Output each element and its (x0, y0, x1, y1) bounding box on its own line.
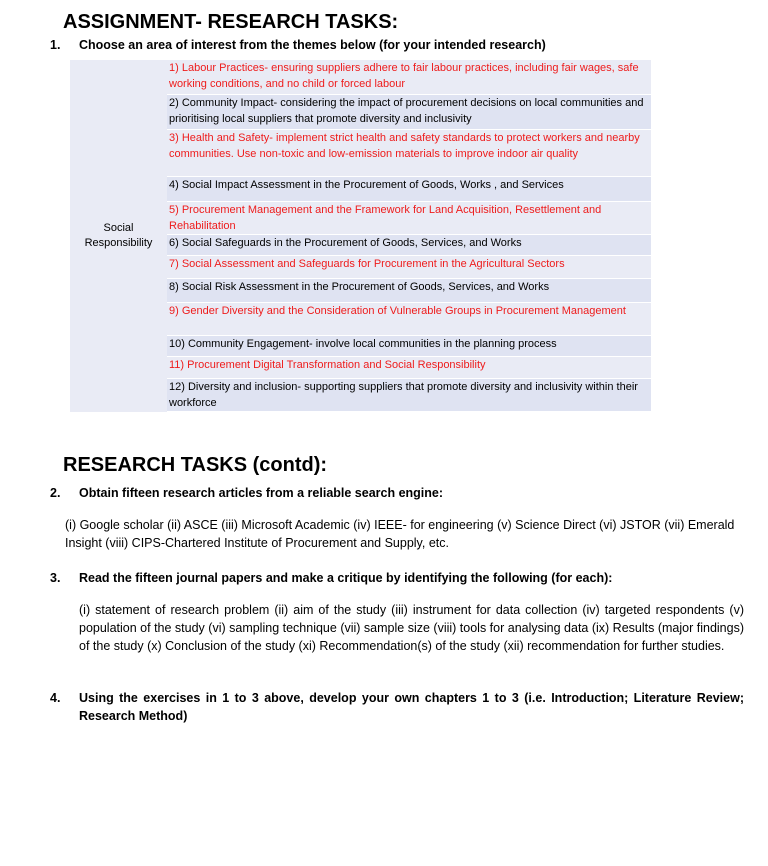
category-label: Social Responsibility (84, 222, 153, 249)
task-1-text: Choose an area of interest from the themes below (for your intended research) (79, 38, 546, 52)
theme-item-10: 10) Community Engagement- involve local communities in the planning process (167, 336, 651, 357)
task-2-detail: (i) Google scholar (ii) ASCE (iii) Microsoft Academic (iv) IEEE- for engineering (v) Science Direct (vi) JSTOR (vii) Emerald Insight (viii) CIPS-Chartered Institute of Procurement and Supply, etc. (65, 518, 735, 550)
task-1-number: 1. (50, 38, 61, 52)
theme-item-6: 6) Social Safeguards in the Procurement of Goods, Services, and Works (167, 235, 651, 256)
themes-list (167, 60, 651, 412)
task-3-number: 3. (50, 571, 61, 585)
section-subtitle: RESEARCH TASKS (contd): (63, 454, 328, 476)
theme-item-11: 11) Procurement Digital Transformation and Social Responsibility (167, 357, 651, 379)
theme-item-9: 9) Gender Diversity and the Consideration of Vulnerable Groups in Procurement Management (167, 303, 651, 336)
task-4-number: 4. (50, 691, 61, 705)
theme-item-5: 5) Procurement Management and the Framework for Land Acquisition, Resettlement and Rehabilitation (167, 202, 651, 235)
theme-item-2: 2) Community Impact- considering the impact of procurement decisions on local communities and prioritising local suppliers that promote diversity and inclusivity (167, 95, 651, 130)
page-title: ASSIGNMENT- RESEARCH TASKS: (63, 11, 399, 33)
task-4-text: Using the exercises in 1 to 3 above, develop your own chapters 1 to 3 (i.e. Introduction; Literature Review; Research Method) (79, 691, 744, 723)
theme-item-8: 8) Social Risk Assessment in the Procurement of Goods, Services, and Works (167, 279, 651, 303)
category-cell (70, 60, 167, 412)
theme-item-1: 1) Labour Practices- ensuring suppliers adhere to fair labour practices, including fair wages, safe working conditions, and no child or forced labour (167, 60, 651, 95)
theme-item-7: 7) Social Assessment and Safeguards for Procurement in the Agricultural Sectors (167, 256, 651, 279)
themes-table (70, 60, 651, 412)
task-3-text: Read the fifteen journal papers and make a critique by identifying the following (for each): (79, 571, 613, 585)
theme-item-12: 12) Diversity and inclusion- supporting suppliers that promote diversity and inclusivity within their workforce (167, 379, 651, 412)
task-2-text: Obtain fifteen research articles from a reliable search engine: (79, 486, 444, 500)
task-2-number: 2. (50, 486, 61, 500)
theme-item-4: 4) Social Impact Assessment in the Procurement of Goods, Works , and Services (167, 177, 651, 202)
task-3-detail: (i) statement of research problem (ii) aim of the study (iii) instrument for data collection (iv) targeted respondents (v) population of the study (vi) sampling technique (vii) sample size (viii) tools for analysing data (ix) Results (major findings) of the study (x) Conclusion of the study (xi) Recommendation(s) of the study (xii) recommendation for further studies. (79, 603, 744, 653)
theme-item-3: 3) Health and Safety- implement strict health and safety standards to protect workers and nearby communities. Use non-toxic and low-emission materials to improve indoor air quality (167, 130, 651, 177)
